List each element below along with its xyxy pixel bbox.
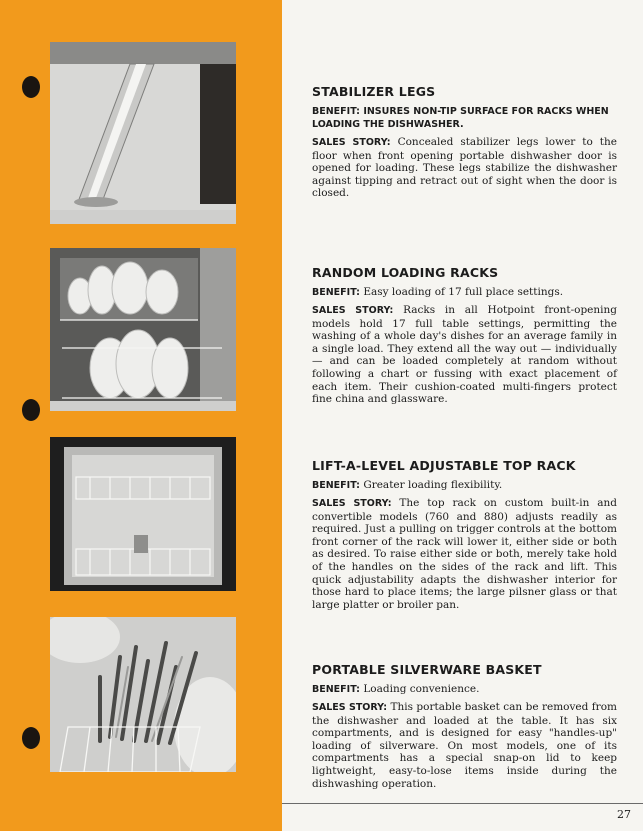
silverware-basket-photo xyxy=(50,617,236,772)
benefit-label: BENEFIT: xyxy=(312,106,360,117)
sales-story-label: SALES STORY: xyxy=(312,702,388,713)
sales-story xyxy=(312,136,617,200)
benefit-label: BENEFIT: xyxy=(312,480,360,491)
sales-story xyxy=(312,304,617,406)
section-title: LIFT-A-LEVEL ADJUSTABLE TOP RACK xyxy=(312,458,576,473)
sales-story-label: SALES STORY: xyxy=(312,305,394,316)
sales-story-text: Racks in all Hotpoint front-opening models hold 17 full table settings, permitting the washing of a whole day's dishes for an average family in a single load. They extend all the way out — individually — and can be loaded completely at random without following a chart or fussing with exact placement of each item. Their cushion-coated multi-fingers protect fine china and glassware. xyxy=(312,304,617,406)
sales-story-text: Concealed stabilizer legs lower to the floor when front opening portable dishwasher door is opened for loading. These legs stabilize the dishwasher against tipping and retract out of sight when the door is closed. xyxy=(312,136,618,200)
feature-stabilizer-legs xyxy=(312,84,617,200)
benefit-line xyxy=(312,683,617,696)
section-title: STABILIZER LEGS xyxy=(312,84,436,99)
benefit-line xyxy=(312,479,617,492)
sales-story xyxy=(312,497,617,611)
benefit-text: INSURES NON-TIP SURFACE FOR RACKS WHEN LOADING THE DISHWASHER. xyxy=(312,106,609,130)
binder-hole xyxy=(22,76,40,98)
adjustable-top-rack-photo xyxy=(50,437,236,591)
sales-story xyxy=(312,701,617,790)
random-loading-racks-photo xyxy=(50,248,236,411)
benefit-label: BENEFIT: xyxy=(312,684,360,695)
section-title: PORTABLE SILVERWARE BASKET xyxy=(312,662,542,677)
binder-hole xyxy=(22,399,40,421)
feature-silverware-basket xyxy=(312,662,617,790)
sales-story-label: SALES STORY: xyxy=(312,137,391,148)
binder-hole xyxy=(22,727,40,749)
benefit-line xyxy=(312,286,617,299)
benefit-text: Loading convenience. xyxy=(363,683,480,695)
section-title: RANDOM LOADING RACKS xyxy=(312,265,499,280)
benefit-text: Greater loading flexibility. xyxy=(363,479,503,491)
footer-rule xyxy=(282,803,643,804)
benefit-line xyxy=(312,105,617,131)
stabilizer-legs-photo xyxy=(50,42,236,224)
benefit-label: BENEFIT: xyxy=(312,287,360,298)
benefit-text: Easy loading of 17 full place settings. xyxy=(363,286,564,298)
feature-random-loading-racks xyxy=(312,265,617,406)
sales-story-text: The top rack on custom built-in and convertible models (760 and 880) adjusts readily as required. Just a pulling on trigger controls at the bottom front corner of the rack will lower it, either side or both as desired. To raise either side or both, merely take hold of the handles on the sides of the rack and lift. This quick adjustability adapts the dishwasher interior for those hard to place items; the large pilsner glass or that large platter or broiler pan. xyxy=(312,497,617,611)
feature-lift-a-level-top-rack xyxy=(312,458,617,611)
sales-story-label: SALES STORY: xyxy=(312,498,392,509)
sales-story-text: This portable basket can be removed from the dishwasher and loaded at the table. It has six compartments, and is designed for easy "handles-up" loading of silverware. On most models, one of its compartments has a special snap-on lid to keep lightweight, easy-to-lose items inside during the dishwashing operation. xyxy=(312,701,617,790)
page-number: 27 xyxy=(617,808,631,821)
